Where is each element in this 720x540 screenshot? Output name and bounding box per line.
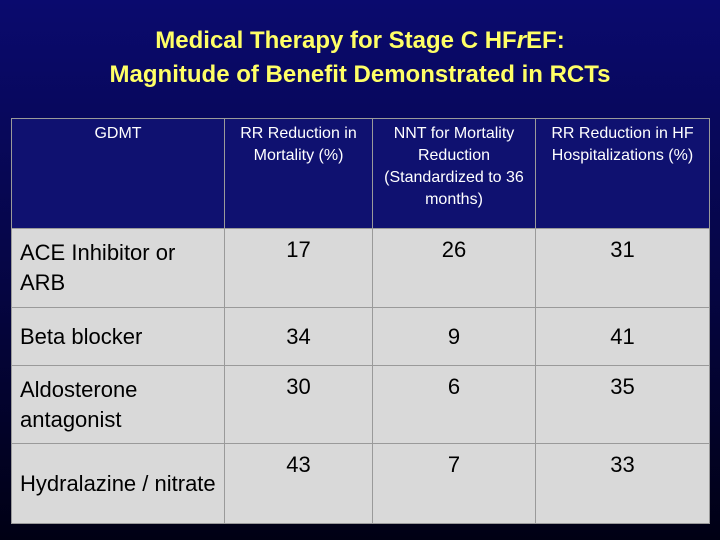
cell-gdmt: Aldosterone antagonist — [12, 366, 225, 444]
title-line-1-suffix: EF: — [526, 27, 565, 54]
header-gdmt: GDMT — [12, 119, 225, 229]
cell-rr-hosp: 33 — [536, 444, 710, 524]
cell-rr-mortality: 17 — [225, 229, 373, 308]
cell-rr-hosp: 31 — [536, 229, 710, 308]
cell-nnt: 6 — [373, 366, 536, 444]
table-row — [12, 229, 710, 308]
cell-gdmt: Hydralazine / nitrate — [12, 444, 225, 524]
cell-rr-mortality: 34 — [225, 308, 373, 366]
title-line-1 — [0, 24, 720, 58]
header-rr-mortality: RR Reduction in Mortality (%) — [225, 119, 373, 229]
slide-title — [0, 24, 720, 92]
table-row — [12, 444, 710, 524]
table-row — [12, 366, 710, 444]
cell-rr-hosp: 35 — [536, 366, 710, 444]
cell-gdmt: Beta blocker — [12, 308, 225, 366]
cell-rr-mortality: 43 — [225, 444, 373, 524]
cell-nnt: 9 — [373, 308, 536, 366]
title-line-2: Magnitude of Benefit Demonstrated in RCTs — [109, 61, 611, 88]
cell-rr-mortality: 30 — [225, 366, 373, 444]
table-row — [12, 308, 710, 366]
header-nnt: NNT for Mortality Reduction (Standardized to 36 months) — [373, 119, 536, 229]
therapy-table — [11, 118, 710, 524]
header-rr-hospitalizations: RR Reduction in HF Hospitalizations (%) — [536, 119, 710, 229]
cell-rr-hosp: 41 — [536, 308, 710, 366]
title-line-1-italic: r — [516, 27, 527, 54]
cell-nnt: 7 — [373, 444, 536, 524]
table-header-row — [12, 119, 710, 229]
cell-nnt: 26 — [373, 229, 536, 308]
cell-gdmt: ACE Inhibitor or ARB — [12, 229, 225, 308]
title-line-1-prefix: Medical Therapy for Stage C HF — [155, 27, 517, 54]
